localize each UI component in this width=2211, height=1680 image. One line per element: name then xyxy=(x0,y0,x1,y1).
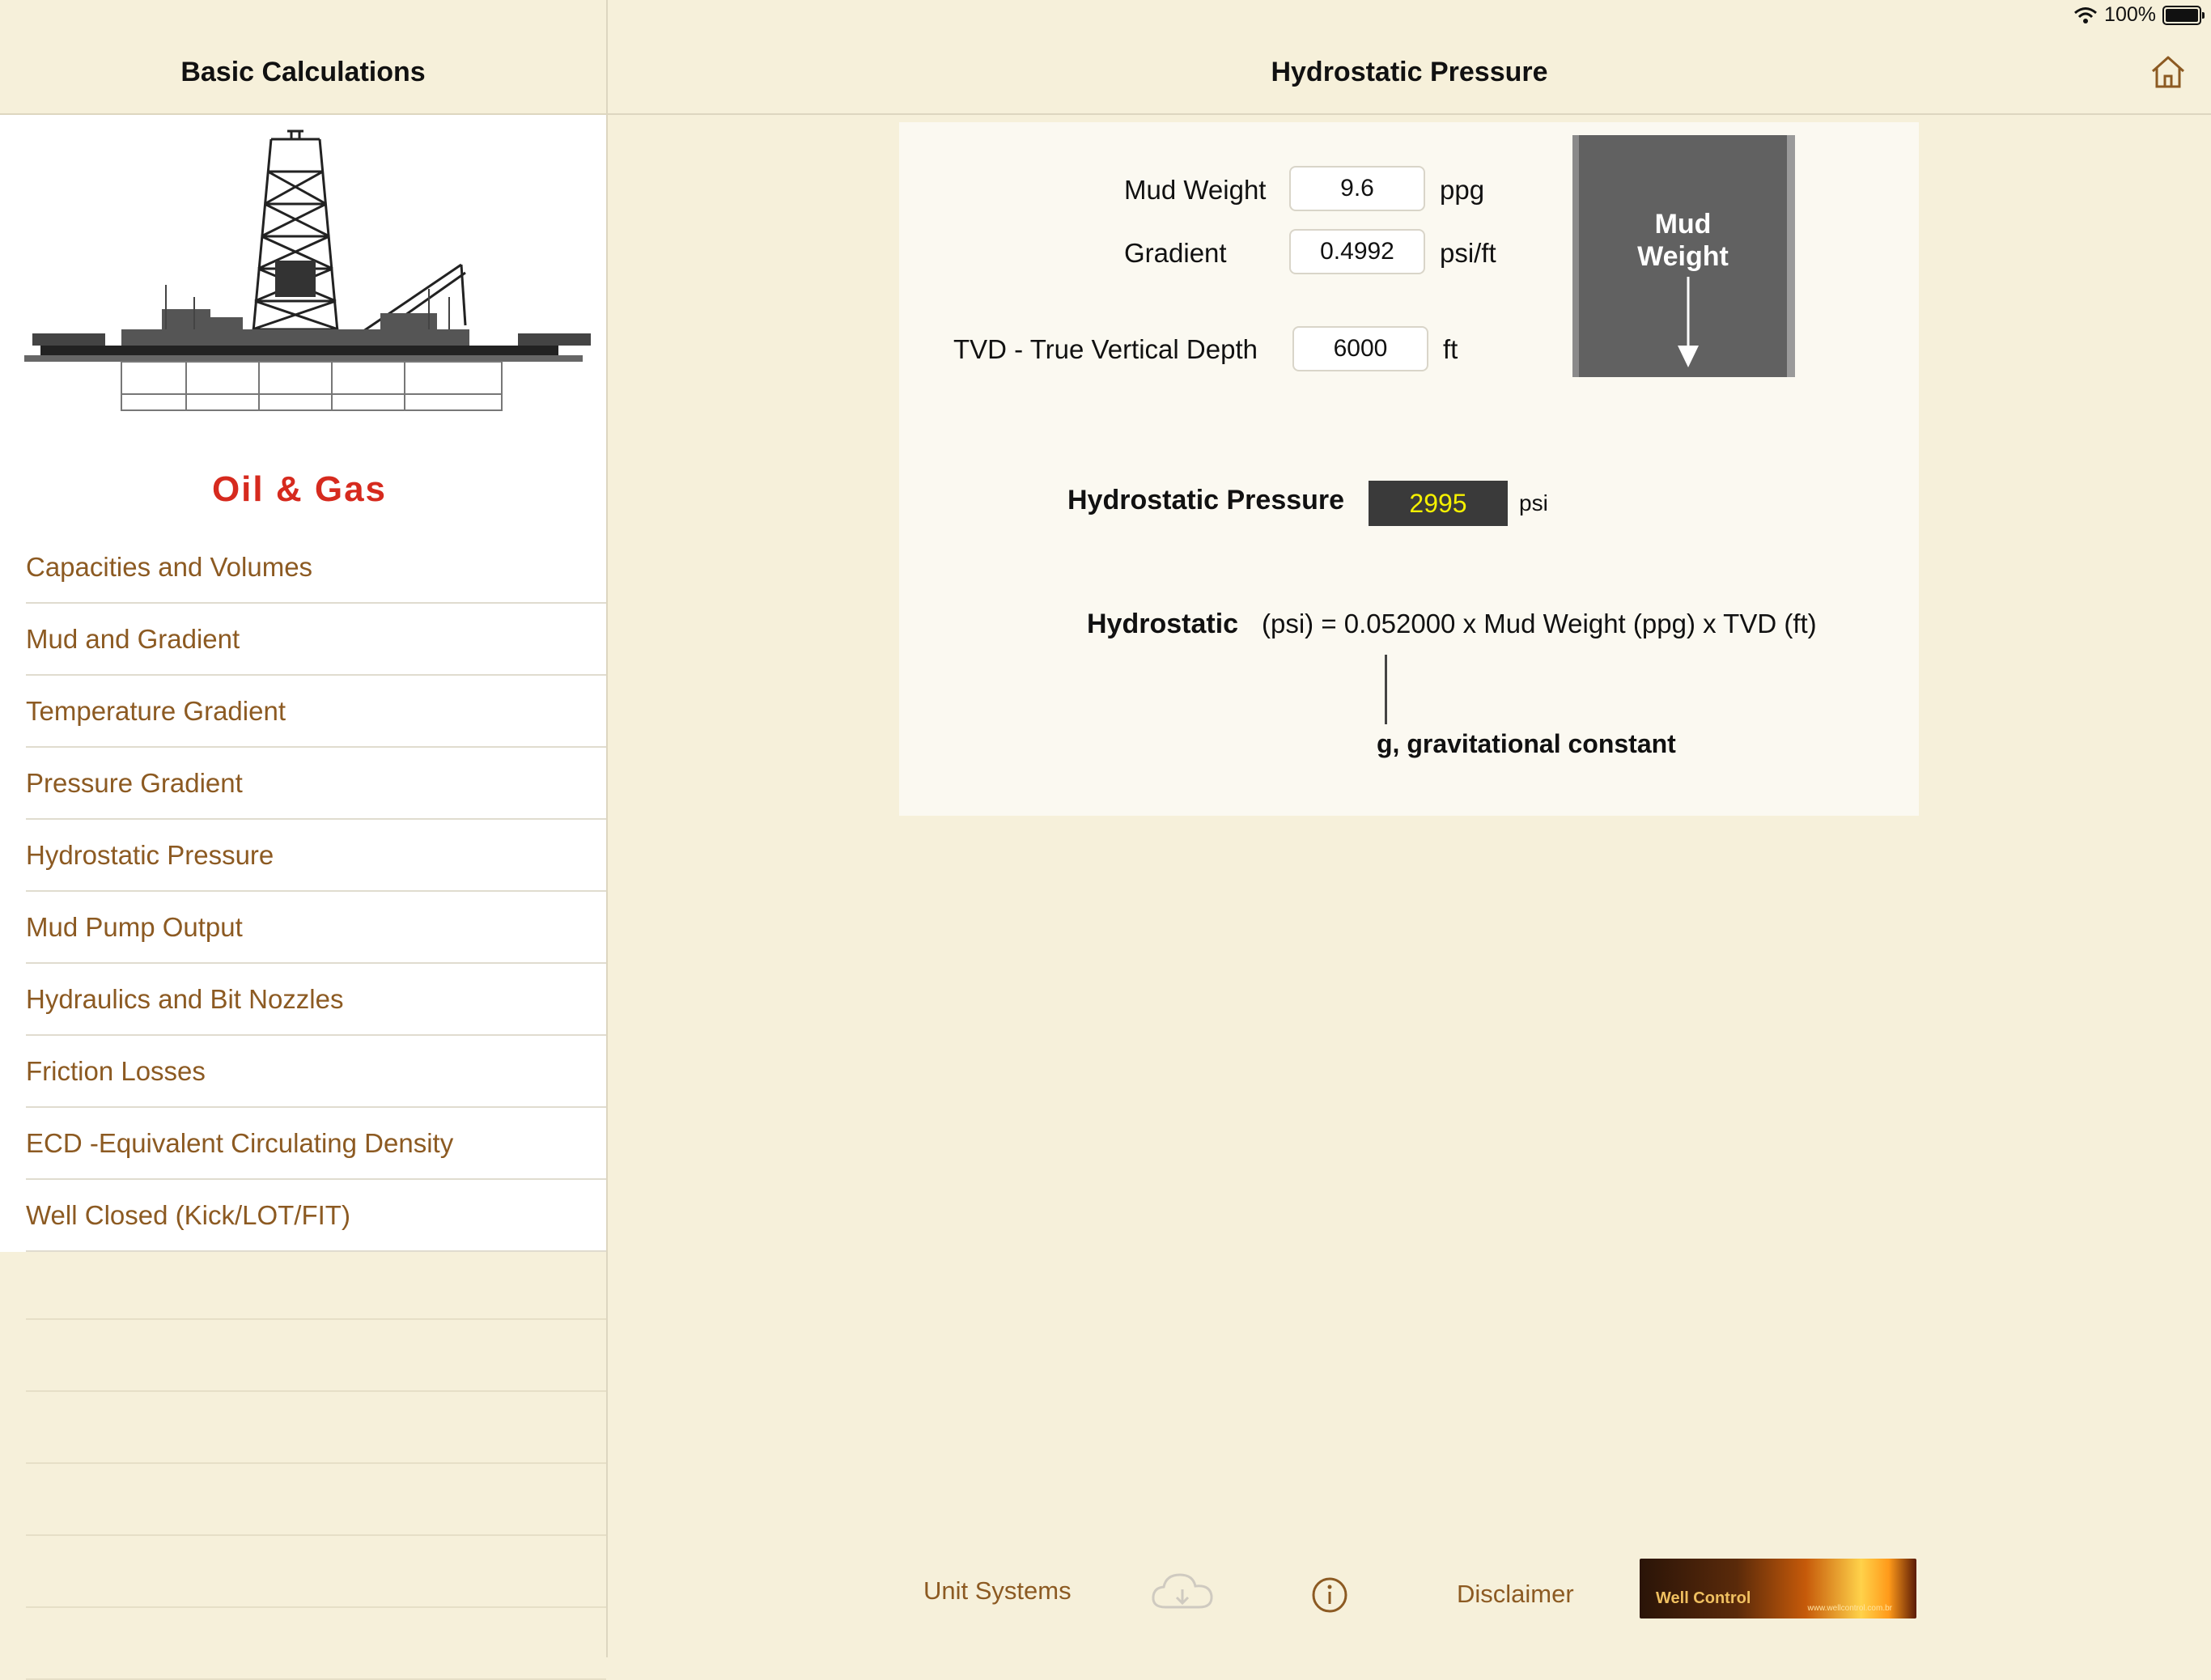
formula-title: Hydrostatic xyxy=(1087,609,1239,639)
sidebar-list xyxy=(0,115,606,1252)
sidebar-item-label: Capacities and Volumes xyxy=(26,551,313,582)
empty-row xyxy=(26,1536,606,1608)
sidebar-title: Basic Calculations xyxy=(180,57,426,87)
gradient-label: Gradient xyxy=(1124,238,1227,268)
mud-weight-diagram-label xyxy=(1579,208,1787,273)
mud-box-line2: Weight xyxy=(1637,241,1729,272)
battery-percent: 100% xyxy=(2104,3,2156,26)
gradient-unit: psi/ft xyxy=(1440,238,1496,268)
mud-weight-unit: ppg xyxy=(1440,175,1485,205)
sidebar-item-label: Mud and Gradient xyxy=(26,623,240,654)
empty-row xyxy=(26,1320,606,1392)
sidebar-item-pressure-gradient[interactable] xyxy=(26,748,606,820)
formula-text: (psi) = 0.052000 x Mud Weight (ppg) x TVD (ft) xyxy=(1262,609,1817,638)
result-unit: psi xyxy=(1519,490,1548,515)
sidebar-item-mud-gradient[interactable] xyxy=(26,604,606,676)
down-arrow-icon xyxy=(1676,277,1700,370)
sidebar-item-hydraulics[interactable] xyxy=(26,964,606,1036)
mud-box-line1: Mud xyxy=(1654,209,1712,240)
sidebar-item-friction-losses[interactable] xyxy=(26,1036,606,1108)
brand-url: www.wellcontrol.com.br xyxy=(1807,1604,1892,1613)
sidebar xyxy=(0,0,608,1657)
sidebar-item-label: ECD -Equivalent Circulating Density xyxy=(26,1127,454,1158)
sidebar-item-hydrostatic-pressure[interactable] xyxy=(26,820,606,892)
sidebar-item-label: Hydraulics and Bit Nozzles xyxy=(26,983,344,1014)
result-value: 2995 xyxy=(1369,481,1508,526)
rig-logo xyxy=(0,115,606,532)
sidebar-item-capacities[interactable] xyxy=(26,532,606,604)
empty-row xyxy=(26,1464,606,1536)
sidebar-item-label: Well Closed (Kick/LOT/FIT) xyxy=(26,1199,350,1230)
sidebar-header xyxy=(0,0,606,115)
main-header xyxy=(608,0,2211,115)
home-icon[interactable] xyxy=(2149,53,2187,91)
sidebar-empty-rows xyxy=(0,1248,606,1680)
formula-note: g, gravitational constant xyxy=(1377,729,1676,758)
sidebar-item-label: Mud Pump Output xyxy=(26,911,243,942)
sidebar-item-label: Friction Losses xyxy=(26,1055,206,1086)
drilling-rig-icon xyxy=(0,115,606,463)
mud-weight-label: Mud Weight xyxy=(1124,175,1267,205)
empty-row xyxy=(26,1248,606,1320)
logo-text: Oil & Gas xyxy=(211,469,388,509)
sidebar-item-temperature-gradient[interactable] xyxy=(26,676,606,748)
tvd-label: TVD - True Vertical Depth xyxy=(953,334,1258,364)
well-control-banner[interactable] xyxy=(1640,1559,1916,1618)
empty-row xyxy=(26,1392,606,1464)
sidebar-item-well-closed[interactable] xyxy=(26,1180,606,1252)
mud-weight-diagram xyxy=(1572,135,1795,377)
info-icon[interactable] xyxy=(1311,1576,1348,1614)
sidebar-item-label: Pressure Gradient xyxy=(26,767,243,798)
tvd-input[interactable] xyxy=(1292,326,1428,371)
sidebar-item-ecd[interactable] xyxy=(26,1108,606,1180)
gradient-input[interactable] xyxy=(1289,229,1425,274)
cloud-download-icon[interactable] xyxy=(1149,1568,1216,1614)
empty-row xyxy=(26,1608,606,1680)
page-title: Hydrostatic Pressure xyxy=(1271,57,1548,87)
result-label: Hydrostatic Pressure xyxy=(1067,485,1345,515)
formula-pointer-line xyxy=(1385,655,1387,724)
sidebar-item-label: Temperature Gradient xyxy=(26,695,286,726)
calc-panel xyxy=(899,122,1919,816)
unit-systems-button[interactable]: Unit Systems xyxy=(923,1576,1072,1605)
sidebar-item-mud-pump-output[interactable] xyxy=(26,892,606,964)
sidebar-item-label: Hydrostatic Pressure xyxy=(26,839,274,870)
brand-text: Well Control xyxy=(1656,1589,1751,1607)
mud-weight-input[interactable] xyxy=(1289,166,1425,211)
tvd-unit: ft xyxy=(1443,334,1458,364)
disclaimer-button[interactable]: Disclaimer xyxy=(1457,1580,1574,1608)
